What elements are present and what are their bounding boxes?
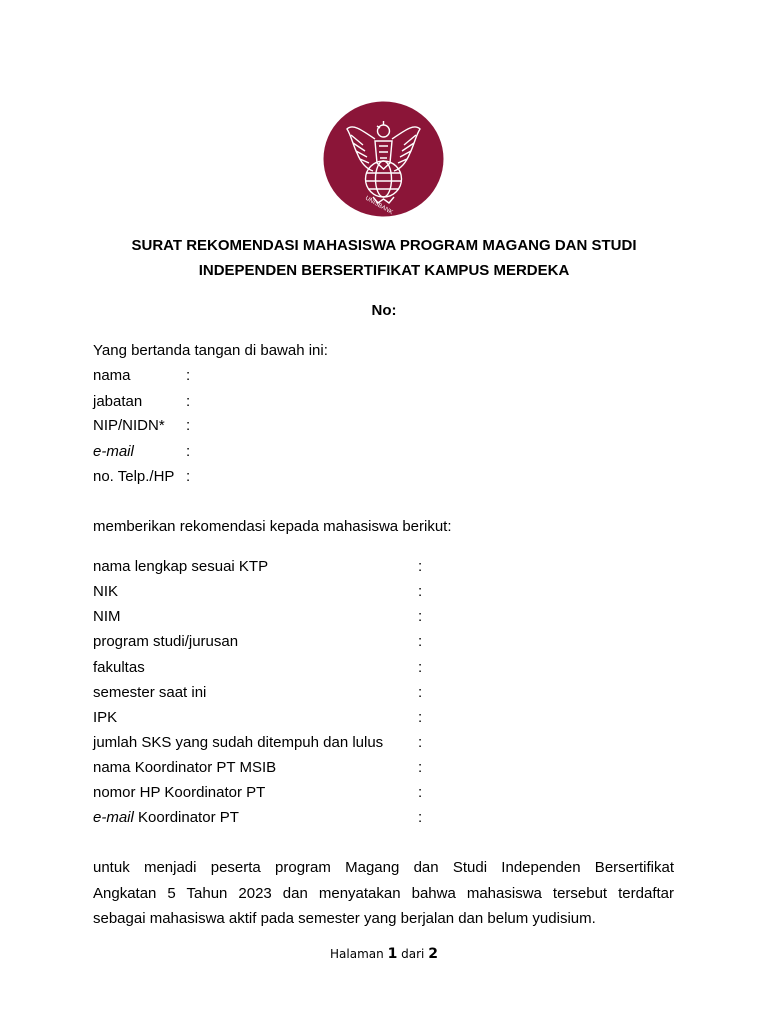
student-field-koordinator: nama Koordinator PT MSIB : <box>93 759 423 776</box>
signer-field-phone: no. Telp./HP : <box>93 468 191 485</box>
student-field-nim: NIM : <box>93 608 423 625</box>
closing-paragraph <box>93 855 674 932</box>
student-field-nama: nama lengkap sesuai KTP : <box>93 558 423 575</box>
student-field-email-koordinator: e-mail Koordinator PT : <box>93 809 423 826</box>
letter-number: No: <box>371 302 397 319</box>
signer-field-jabatan: jabatan : <box>93 393 191 410</box>
closing-line3: sebagai mahasiswa aktif pada semester yang berjalan dan belum yudisium. <box>93 910 596 927</box>
signer-field-nip: NIP/NIDN* : <box>93 417 191 434</box>
page-footer: Halaman 1 dari 2 <box>330 946 438 962</box>
logo-text: UNISBANK <box>364 195 394 217</box>
signer-field-nama: nama : <box>93 367 191 384</box>
signer-intro: Yang bertanda tangan di bawah ini: <box>93 342 328 359</box>
student-field-nik: NIK : <box>93 583 423 600</box>
student-field-ipk: IPK : <box>93 709 423 726</box>
student-field-fakultas: fakultas : <box>93 659 423 676</box>
student-field-hp-koordinator: nomor HP Koordinator PT : <box>93 784 423 801</box>
university-logo <box>323 101 444 217</box>
student-field-prodi: program studi/jurusan : <box>93 633 423 650</box>
signer-field-email: e-mail : <box>93 443 191 460</box>
student-intro: memberikan rekomendasi kepada mahasiswa berikut: <box>93 518 452 535</box>
student-field-semester: semester saat ini : <box>93 684 423 701</box>
closing-line1: untuk menjadi peserta program Magang dan Studi Independen Bersertifikat <box>93 859 674 876</box>
closing-line2: Angkatan 5 Tahun 2023 dan menyatakan bahwa mahasiswa tersebut terdaftar <box>93 884 674 902</box>
student-field-sks: jumlah SKS yang sudah ditempuh dan lulus : <box>93 734 423 751</box>
letter-title-line1: SURAT REKOMENDASI MAHASISWA PROGRAM MAGANG DAN STUDI <box>131 237 637 254</box>
letter-title-line2: INDEPENDEN BERSERTIFIKAT KAMPUS MERDEKA <box>198 262 570 279</box>
